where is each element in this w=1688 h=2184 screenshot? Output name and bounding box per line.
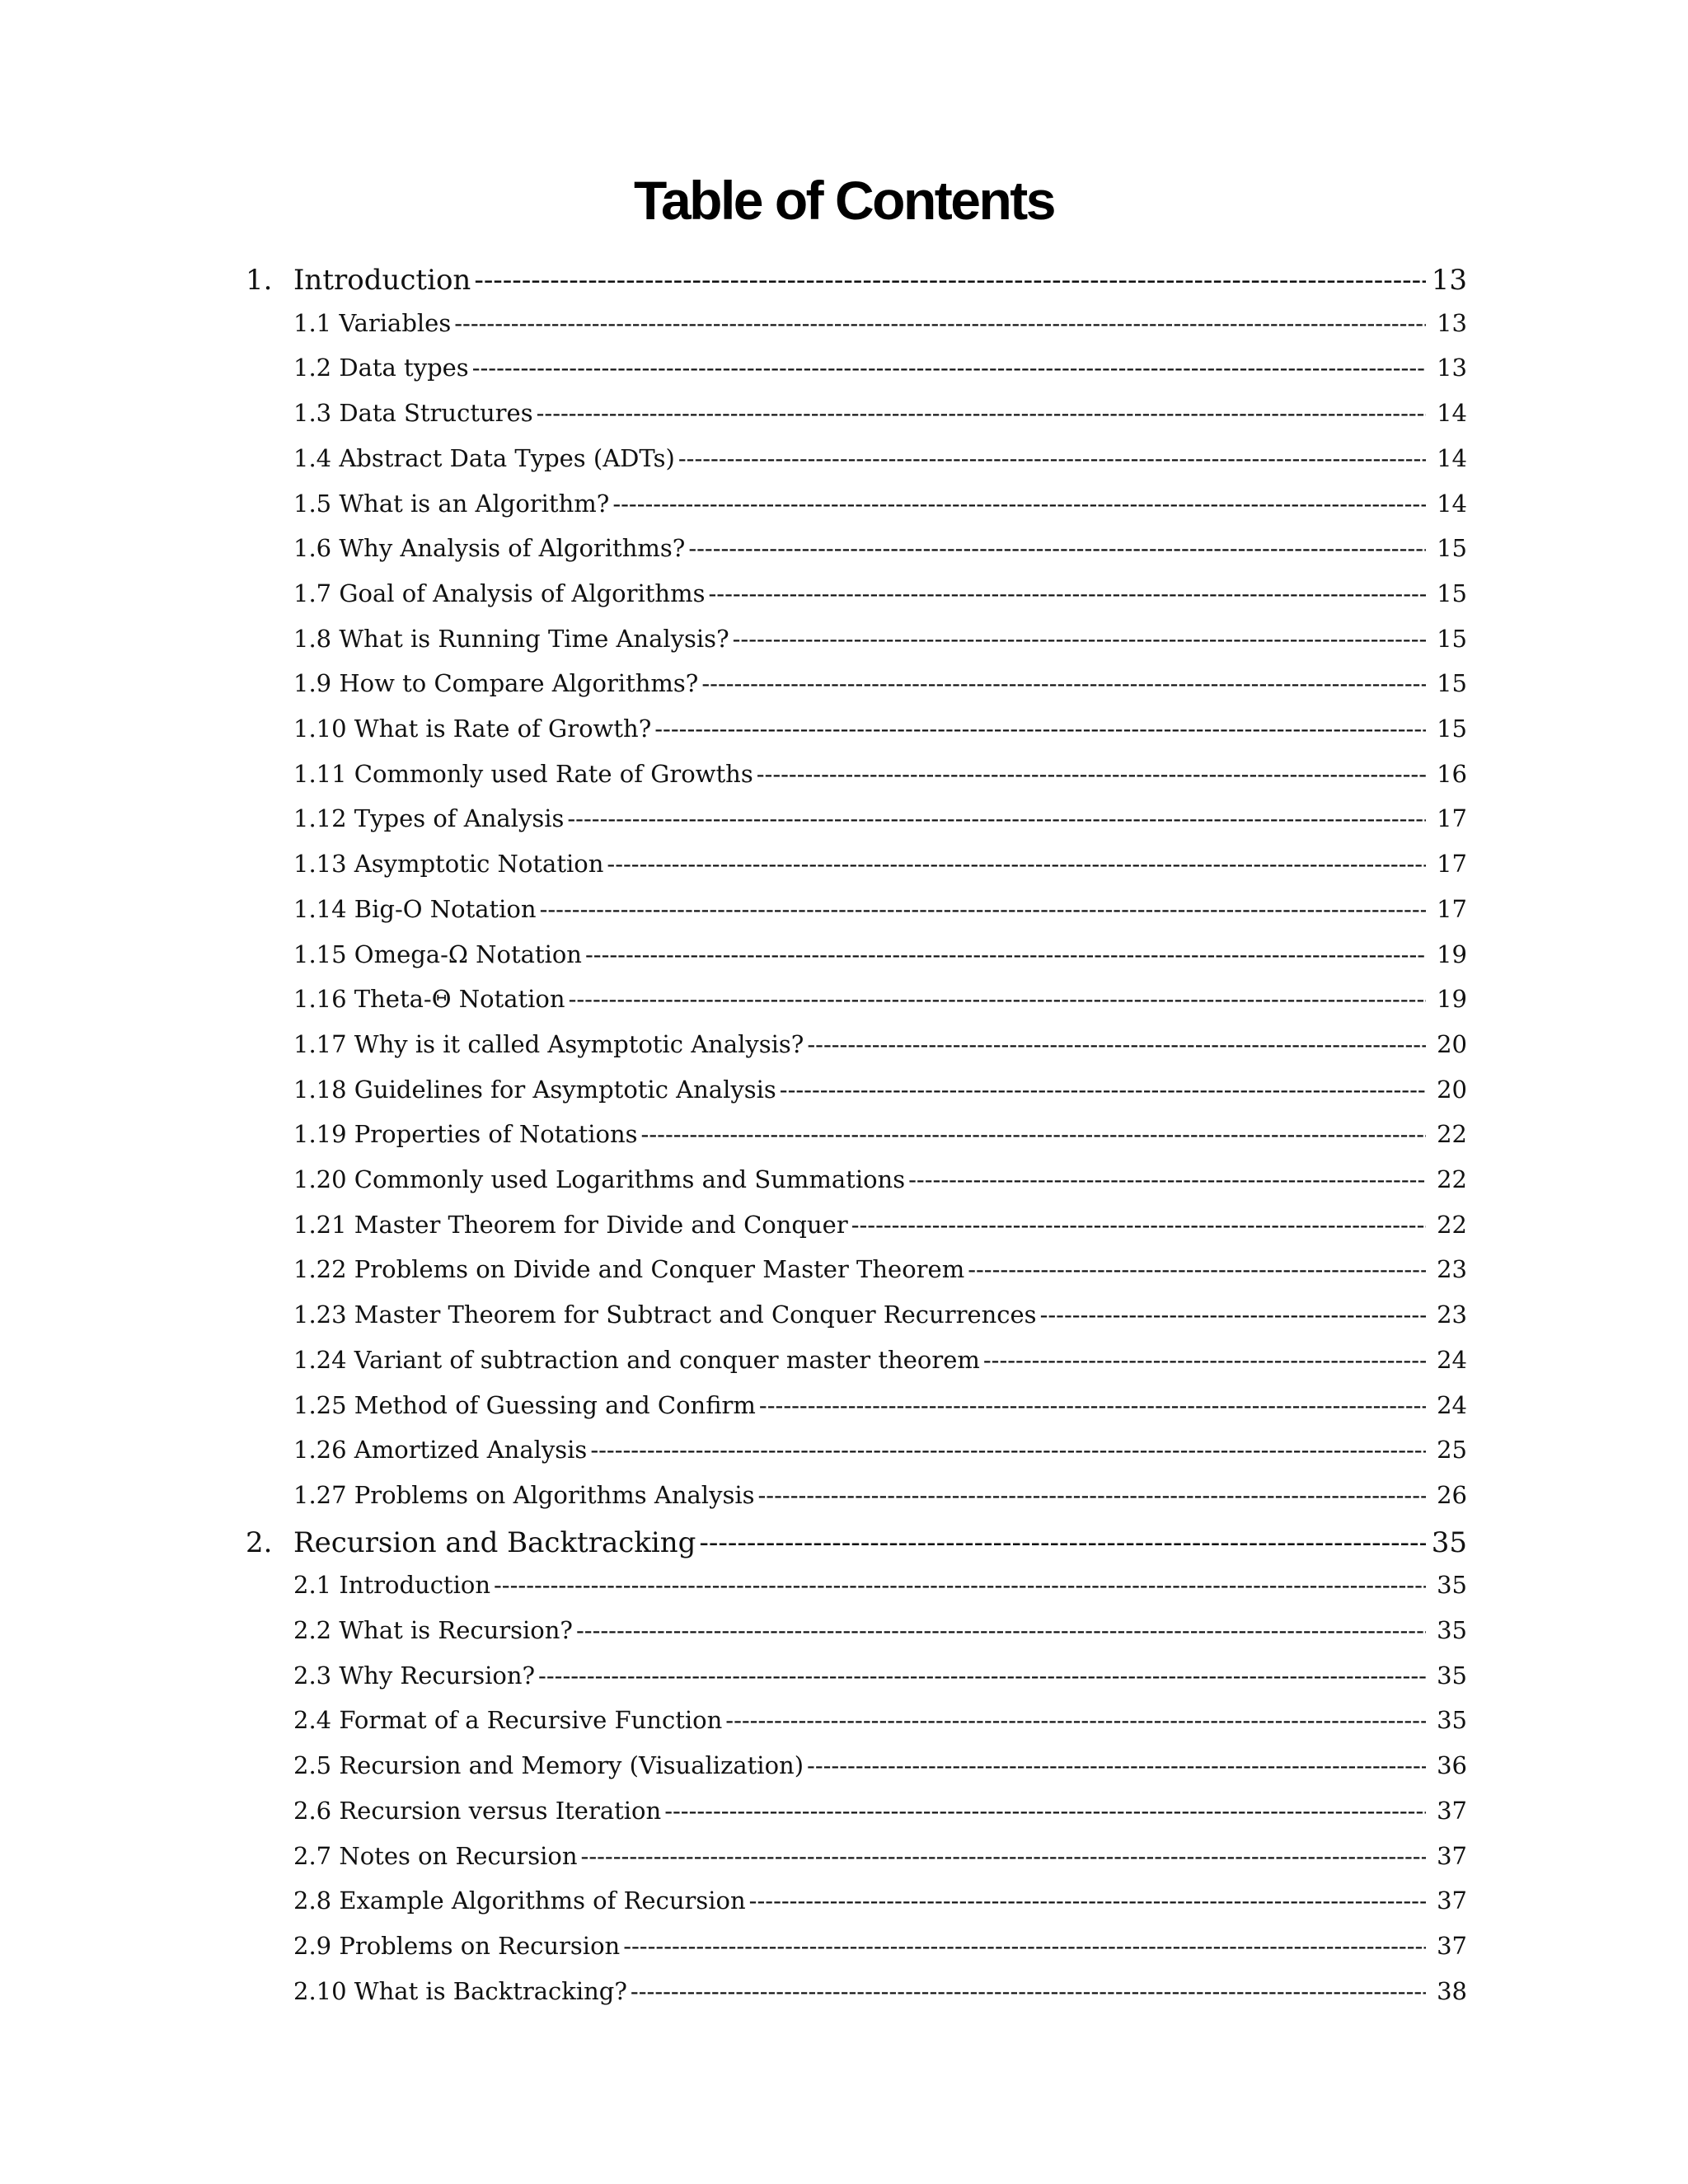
toc-section-entry bbox=[0, 579, 1688, 621]
toc-section-entry bbox=[0, 1706, 1688, 1747]
toc-section-entry bbox=[0, 1301, 1688, 1342]
toc-section-entry bbox=[0, 1255, 1688, 1296]
toc-page-number: 24 bbox=[1437, 1390, 1467, 1419]
dot-leader bbox=[567, 804, 1426, 832]
dot-leader bbox=[474, 264, 1426, 297]
toc-section-entry bbox=[0, 625, 1688, 666]
toc-section-entry bbox=[0, 760, 1688, 801]
dot-leader bbox=[537, 399, 1426, 427]
toc-chapter-number: 2. bbox=[246, 1526, 273, 1559]
toc-page-number: 37 bbox=[1437, 1841, 1467, 1870]
dot-leader bbox=[585, 940, 1426, 968]
toc-entry-title: 1.14 Big-O Notation bbox=[293, 894, 537, 923]
dot-leader bbox=[851, 1211, 1426, 1239]
dot-leader bbox=[494, 1571, 1426, 1599]
toc-page-number: 37 bbox=[1437, 1886, 1467, 1915]
toc-entry-title: 2.7 Notes on Recursion bbox=[293, 1841, 578, 1870]
dot-leader bbox=[569, 985, 1426, 1013]
toc-section-entry bbox=[0, 1797, 1688, 1838]
toc-page-number: 17 bbox=[1437, 894, 1467, 923]
toc-section-entry bbox=[0, 985, 1688, 1026]
toc-chapter-entry bbox=[0, 1526, 1688, 1568]
dot-leader bbox=[759, 1391, 1426, 1419]
toc-entry-title: 1.2 Data types bbox=[293, 354, 469, 382]
toc-page-number: 15 bbox=[1437, 579, 1467, 607]
toc-section-entry bbox=[0, 1391, 1688, 1432]
toc-entry-title: 1.10 What is Rate of Growth? bbox=[293, 715, 652, 743]
dot-leader bbox=[641, 1120, 1426, 1148]
dot-leader bbox=[688, 534, 1426, 562]
toc-section-entry bbox=[0, 1076, 1688, 1117]
dot-leader bbox=[678, 444, 1426, 472]
dot-leader bbox=[590, 1436, 1426, 1464]
toc-section-entry bbox=[0, 669, 1688, 710]
dot-leader bbox=[725, 1706, 1426, 1734]
toc-page-number: 15 bbox=[1437, 669, 1467, 698]
toc-entry-title: 2.8 Example Algorithms of Recursion bbox=[293, 1886, 746, 1915]
toc-page-number: 13 bbox=[1437, 354, 1467, 382]
toc-page-number: 14 bbox=[1437, 443, 1467, 472]
toc-section-entry bbox=[0, 444, 1688, 485]
toc-entry-title: 1.4 Abstract Data Types (ADTs) bbox=[293, 443, 675, 472]
toc-entry-title: 1.1 Variables bbox=[293, 308, 452, 337]
toc-entry-title: Introduction bbox=[293, 264, 471, 297]
dot-leader bbox=[654, 715, 1426, 743]
dot-leader bbox=[699, 1526, 1426, 1559]
toc-entry-title: 2.2 What is Recursion? bbox=[293, 1616, 573, 1644]
dot-leader bbox=[664, 1797, 1426, 1825]
toc-page-number: 17 bbox=[1437, 850, 1467, 879]
toc-page-number: 23 bbox=[1437, 1301, 1467, 1329]
dot-leader bbox=[757, 760, 1426, 788]
toc-page-number: 35 bbox=[1437, 1661, 1467, 1690]
toc-page-number: 35 bbox=[1437, 1616, 1467, 1644]
toc-page-number: 24 bbox=[1437, 1345, 1467, 1374]
toc-entry-title: 1.27 Problems on Algorithms Analysis bbox=[293, 1480, 755, 1509]
dot-leader bbox=[908, 1165, 1426, 1193]
dot-leader bbox=[733, 625, 1426, 653]
dot-leader bbox=[709, 579, 1427, 607]
toc-entry-title: 2.3 Why Recursion? bbox=[293, 1661, 536, 1690]
toc-entry-title: 2.4 Format of a Recursive Function bbox=[293, 1706, 723, 1735]
toc-section-entry bbox=[0, 1842, 1688, 1883]
toc-chapter-number: 1. bbox=[246, 264, 273, 297]
toc-section-entry bbox=[0, 850, 1688, 891]
dot-leader bbox=[968, 1255, 1426, 1283]
toc-entry-title: 1.9 How to Compare Algorithms? bbox=[293, 669, 699, 698]
toc-section-entry bbox=[0, 354, 1688, 395]
toc-entry-title: 1.15 Omega-Ω Notation bbox=[293, 940, 582, 968]
dot-leader bbox=[631, 1977, 1426, 2005]
toc-entry-title: Recursion and Backtracking bbox=[293, 1526, 696, 1559]
toc-page-number: 37 bbox=[1437, 1796, 1467, 1825]
toc-page-number: 36 bbox=[1437, 1751, 1467, 1780]
toc-page-number: 26 bbox=[1437, 1480, 1467, 1509]
toc-page-number: 35 bbox=[1437, 1706, 1467, 1735]
toc-entry-title: 1.24 Variant of subtraction and conquer master theorem bbox=[293, 1345, 980, 1374]
toc-page-number: 23 bbox=[1437, 1255, 1467, 1284]
dot-leader bbox=[780, 1076, 1426, 1104]
toc-page-number: 22 bbox=[1437, 1120, 1467, 1149]
toc-section-entry bbox=[0, 1165, 1688, 1207]
toc-section-entry bbox=[0, 804, 1688, 846]
dot-leader bbox=[612, 490, 1426, 518]
toc-section-entry bbox=[0, 1030, 1688, 1071]
dot-leader bbox=[807, 1030, 1426, 1058]
toc-entry-title: 2.10 What is Backtracking? bbox=[293, 1976, 627, 2005]
dot-leader bbox=[581, 1842, 1426, 1870]
toc-section-entry bbox=[0, 490, 1688, 531]
toc-entry-title: 1.17 Why is it called Asymptotic Analysis? bbox=[293, 1029, 804, 1058]
dot-leader bbox=[576, 1616, 1426, 1644]
toc-entry-title: 1.25 Method of Guessing and Confirm bbox=[293, 1390, 756, 1419]
toc-entry-title: 1.11 Commonly used Rate of Growths bbox=[293, 759, 753, 788]
toc-entry-title: 1.8 What is Running Time Analysis? bbox=[293, 624, 729, 653]
toc-section-entry bbox=[0, 1211, 1688, 1252]
toc-section-entry bbox=[0, 1436, 1688, 1477]
toc-page-number: 14 bbox=[1437, 399, 1467, 428]
dot-leader bbox=[749, 1886, 1426, 1915]
toc-entry-title: 2.5 Recursion and Memory (Visualization) bbox=[293, 1751, 804, 1780]
toc-page-number: 19 bbox=[1437, 940, 1467, 968]
toc-section-entry bbox=[0, 1661, 1688, 1703]
toc-page-number: 22 bbox=[1437, 1210, 1467, 1239]
toc-entry-title: 1.26 Amortized Analysis bbox=[293, 1436, 588, 1465]
toc-section-entry bbox=[0, 1571, 1688, 1612]
toc-section-entry bbox=[0, 399, 1688, 440]
toc-entry-title: 2.9 Problems on Recursion bbox=[293, 1931, 621, 1960]
toc-page-number: 25 bbox=[1437, 1436, 1467, 1465]
dot-leader bbox=[1040, 1301, 1426, 1329]
dot-leader bbox=[607, 850, 1426, 878]
dot-leader bbox=[540, 895, 1426, 923]
dot-leader bbox=[758, 1481, 1427, 1509]
toc-entry-title: 1.19 Properties of Notations bbox=[293, 1120, 638, 1149]
toc-section-entry bbox=[0, 1886, 1688, 1928]
dot-leader bbox=[983, 1346, 1426, 1374]
toc-entry-title: 1.13 Asymptotic Notation bbox=[293, 850, 604, 879]
toc-section-entry bbox=[0, 940, 1688, 982]
dot-leader bbox=[623, 1932, 1426, 1960]
toc-section-entry bbox=[0, 715, 1688, 756]
toc-entry-title: 1.20 Commonly used Logarithms and Summations bbox=[293, 1165, 906, 1193]
toc-entry-title: 1.16 Theta-Θ Notation bbox=[293, 985, 565, 1014]
toc-entry-title: 1.22 Problems on Divide and Conquer Master Theorem bbox=[293, 1255, 965, 1284]
toc-entry-title: 1.12 Types of Analysis bbox=[293, 804, 565, 833]
toc-entry-title: 1.21 Master Theorem for Divide and Conquer bbox=[293, 1210, 848, 1239]
toc-page-number: 13 bbox=[1431, 264, 1467, 297]
toc-entry-title: 1.7 Goal of Analysis of Algorithms bbox=[293, 579, 706, 607]
toc-page-number: 20 bbox=[1437, 1029, 1467, 1058]
toc-section-entry bbox=[0, 309, 1688, 350]
toc-section-entry bbox=[0, 1481, 1688, 1522]
toc-page-number: 15 bbox=[1437, 715, 1467, 743]
toc-section-entry bbox=[0, 1932, 1688, 1973]
toc-page-number: 35 bbox=[1437, 1571, 1467, 1600]
toc-section-entry bbox=[0, 895, 1688, 936]
toc-section-entry bbox=[0, 534, 1688, 575]
toc-page-number: 16 bbox=[1437, 759, 1467, 788]
toc-section-entry bbox=[0, 1346, 1688, 1387]
toc-page-number: 15 bbox=[1437, 624, 1467, 653]
toc-entry-title: 1.3 Data Structures bbox=[293, 399, 533, 428]
toc-entry-title: 2.6 Recursion versus Iteration bbox=[293, 1796, 662, 1825]
dot-leader bbox=[807, 1751, 1426, 1779]
dot-leader bbox=[454, 309, 1426, 337]
toc-page-number: 37 bbox=[1437, 1931, 1467, 1960]
toc-page-number: 19 bbox=[1437, 985, 1467, 1014]
toc-entry-title: 1.6 Why Analysis of Algorithms? bbox=[293, 534, 686, 563]
toc-page-number: 22 bbox=[1437, 1165, 1467, 1193]
toc-section-entry bbox=[0, 1977, 1688, 2018]
toc-entry-title: 1.23 Master Theorem for Subtract and Conquer Recurrences bbox=[293, 1301, 1037, 1329]
toc-page-number: 38 bbox=[1437, 1976, 1467, 2005]
toc-page-number: 15 bbox=[1437, 534, 1467, 563]
toc-page-number: 13 bbox=[1437, 308, 1467, 337]
toc-entry-title: 2.1 Introduction bbox=[293, 1571, 490, 1600]
toc-page-number: 17 bbox=[1437, 804, 1467, 833]
toc-page-number: 14 bbox=[1437, 489, 1467, 518]
dot-leader bbox=[538, 1661, 1426, 1690]
toc-page-number: 20 bbox=[1437, 1075, 1467, 1104]
toc-page-number: 35 bbox=[1431, 1526, 1467, 1559]
toc-entry-title: 1.5 What is an Algorithm? bbox=[293, 489, 610, 518]
toc-chapter-entry bbox=[0, 264, 1688, 305]
toc-section-entry bbox=[0, 1120, 1688, 1161]
toc-section-entry bbox=[0, 1616, 1688, 1657]
dot-leader bbox=[701, 669, 1426, 697]
dot-leader bbox=[472, 354, 1426, 382]
toc-entry-title: 1.18 Guidelines for Asymptotic Analysis bbox=[293, 1075, 776, 1104]
page-title: Table of Contents bbox=[634, 170, 1054, 231]
toc-section-entry bbox=[0, 1751, 1688, 1793]
